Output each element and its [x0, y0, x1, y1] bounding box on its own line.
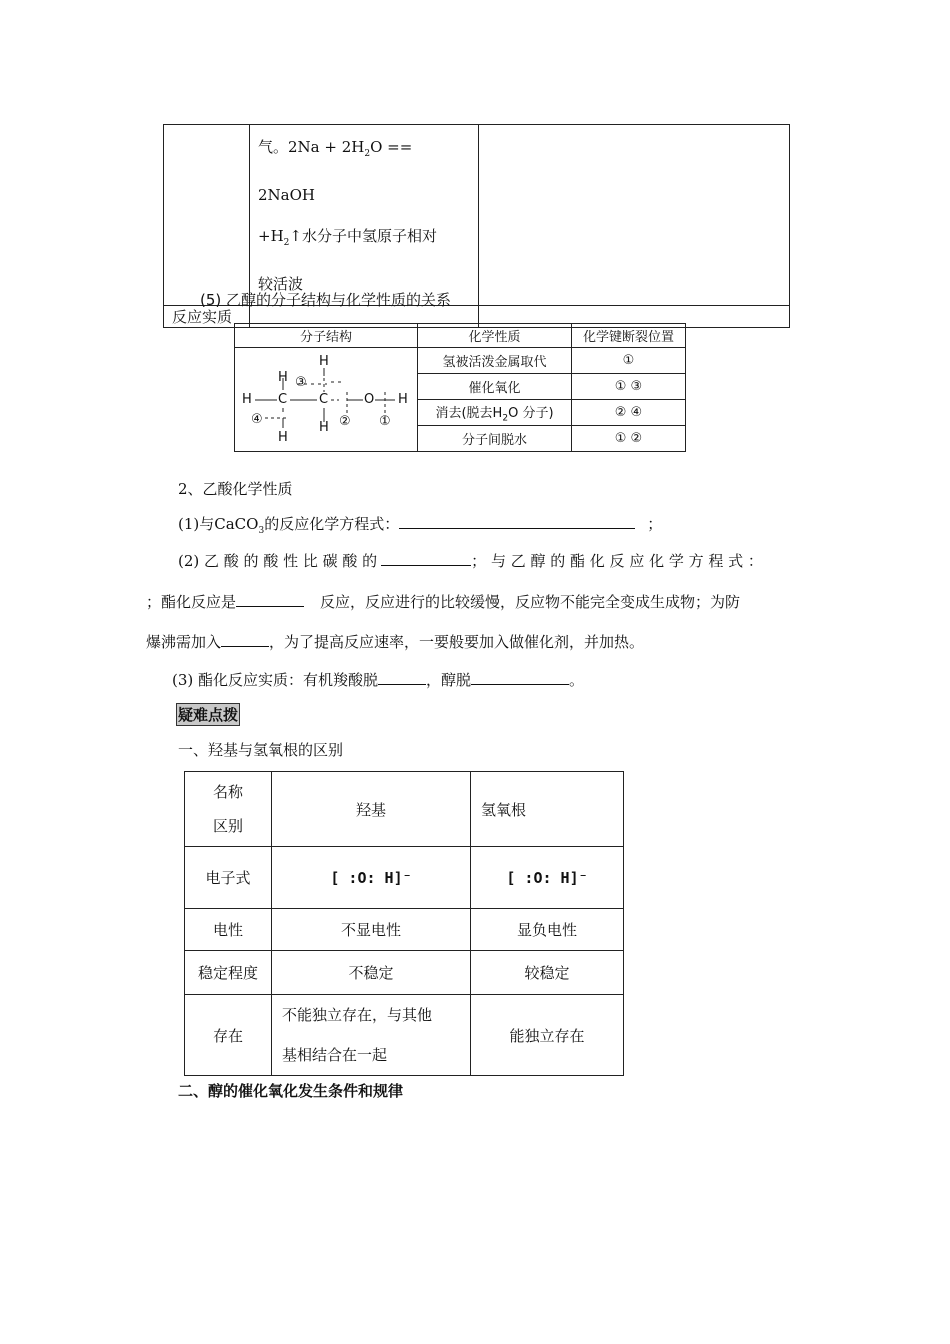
row-label-stability: 稳定程度	[185, 951, 272, 995]
q2-line2-b: 反应，反应进行的比较缓慢，反应物不能完全变成生成物；为防	[320, 593, 741, 611]
q2-line1-a: (2) 乙 酸 的 酸 性 比 碳 酸 的	[178, 552, 378, 570]
q2-line3-a: 爆沸需加入	[146, 633, 222, 651]
corner-bottom: 区别	[212, 817, 243, 835]
ethanol-table	[234, 323, 686, 452]
q3-b: ，醇脱	[426, 671, 472, 689]
hydroxyl-existence	[272, 995, 471, 1076]
atom-h-c1-top: H	[278, 370, 288, 385]
bond-label-3: ③	[295, 375, 307, 390]
acetic-q2-line1	[178, 550, 800, 571]
acetic-q3	[172, 669, 584, 690]
difficulty-label: 疑难点拨	[176, 703, 240, 726]
empty-cell	[479, 125, 790, 306]
atom-h-c1-bottom: H	[278, 430, 288, 445]
col-hydroxyl: 羟基	[272, 772, 471, 847]
q1-blank[interactable]	[399, 514, 635, 529]
hydroxyl-comparison-table	[184, 771, 624, 1076]
q2-additive-blank[interactable]	[221, 632, 269, 647]
property-row-3-text: 消去(脱去H	[435, 405, 503, 421]
position-row-3: ② ④	[572, 400, 686, 426]
row-label-existence: 存在	[185, 995, 272, 1076]
reaction-text-2: O == 2NaOH	[258, 138, 413, 204]
atom-h-left: H	[242, 392, 252, 407]
structure-cell	[235, 348, 418, 452]
hydroxyl-lewis: [ :O: H]⁻	[272, 847, 471, 909]
property-row-3	[418, 400, 572, 426]
hydroxyl-stability: 不稳定	[272, 951, 471, 995]
header-property: 化学性质	[418, 324, 572, 348]
q1-end: ；	[647, 515, 663, 533]
col-hydroxide: 氢氧根	[471, 772, 624, 847]
row-label-charge: 电性	[185, 909, 272, 951]
empty-cell	[164, 125, 250, 306]
atom-c2: C	[319, 392, 329, 407]
reaction-text-5: 较活波	[258, 275, 304, 293]
position-row-2: ① ③	[572, 374, 686, 400]
q1-prefix: (1)与CaCO	[178, 515, 259, 533]
section5-title: (5) 乙醇的分子结构与化学性质的关系	[200, 291, 452, 309]
q1-sub: 3	[258, 526, 265, 536]
reaction-text-3: +H	[258, 227, 284, 245]
acetic-q1	[178, 513, 662, 536]
hydroxide-existence: 能独立存在	[471, 995, 624, 1076]
hydroxyl-existence-line1: 不能独立存在，与其他	[282, 1006, 433, 1024]
bond-label-2: ②	[339, 414, 351, 429]
q3-a: (3) 酯化反应实质：有机羧酸脱	[172, 671, 379, 689]
hydroxyl-subhead: 一、羟基与氢氧根的区别	[178, 741, 344, 759]
hydroxyl-existence-line2: 基相结合在一起	[282, 1046, 388, 1064]
position-row-4: ① ②	[572, 426, 686, 452]
atom-h-right: H	[398, 392, 408, 407]
corner-top: 名称	[212, 783, 243, 801]
ethanol-structure	[235, 348, 417, 452]
reaction-essence-label: 反应实质	[164, 306, 250, 328]
property-row-3-tail: O 分子)	[508, 405, 554, 421]
row-label-electron-formula: 电子式	[185, 847, 272, 909]
property-row-2: 催化氧化	[418, 374, 572, 400]
q1-mid: 的反应化学方程式：	[264, 515, 400, 533]
header-bond-position: 化学键断裂位置	[572, 324, 686, 348]
q3-alcohol-blank[interactable]	[471, 670, 569, 685]
alcohol-oxidation-subhead: 二、醇的催化氧化发生条件和规律	[178, 1082, 404, 1100]
atom-o: O	[364, 392, 375, 407]
property-row-1: 氢被活泼金属取代	[418, 348, 572, 374]
q2-line2-a: ；酯化反应是	[146, 593, 237, 611]
bond-label-1: ①	[379, 414, 391, 429]
hydroxide-charge: 显负电性	[471, 909, 624, 951]
q2-acidity-blank[interactable]	[381, 551, 471, 566]
hydroxide-lewis: [ :O: H]⁻	[471, 847, 624, 909]
sodium-reaction-cell: 气。$2Na + 2H_2O$ == 2NaOH $+H_2↑$水分子中氢原子相对 较活波	[250, 125, 479, 306]
acetic-q2-line3	[146, 631, 644, 652]
acetic-q2-line2	[146, 591, 740, 612]
q2-line1-b: ； 与 乙 醇 的 酯 化 反 应 化 学 方 程 式 ：	[471, 552, 763, 570]
atom-h-c2-bottom: H	[319, 420, 329, 435]
reaction-text-4: ↑水分子中氢原子相对	[289, 227, 437, 245]
atom-h-c2-top: H	[319, 354, 329, 369]
q2-reaction-type-blank[interactable]	[236, 592, 304, 607]
position-row-1: ①	[572, 348, 686, 374]
hydroxyl-charge: 不显电性	[272, 909, 471, 951]
property-row-4: 分子间脱水	[418, 426, 572, 452]
header-structure: 分子结构	[235, 324, 418, 348]
q3-c: 。	[569, 671, 585, 689]
q2-line3-b: ，为了提高反应速率，一要般要加入做催化剂，并加热。	[269, 633, 645, 651]
property-row-3-sub: 2	[502, 413, 509, 424]
bond-label-4: ④	[251, 412, 263, 427]
corner-cell	[185, 772, 272, 847]
reaction-text-1: 气。2Na + 2H	[258, 138, 365, 156]
hydroxide-stability: 较稳定	[471, 951, 624, 995]
q3-acid-blank[interactable]	[378, 670, 426, 685]
atom-c1: C	[278, 392, 288, 407]
acetic-heading: 2、乙酸化学性质	[178, 480, 293, 498]
